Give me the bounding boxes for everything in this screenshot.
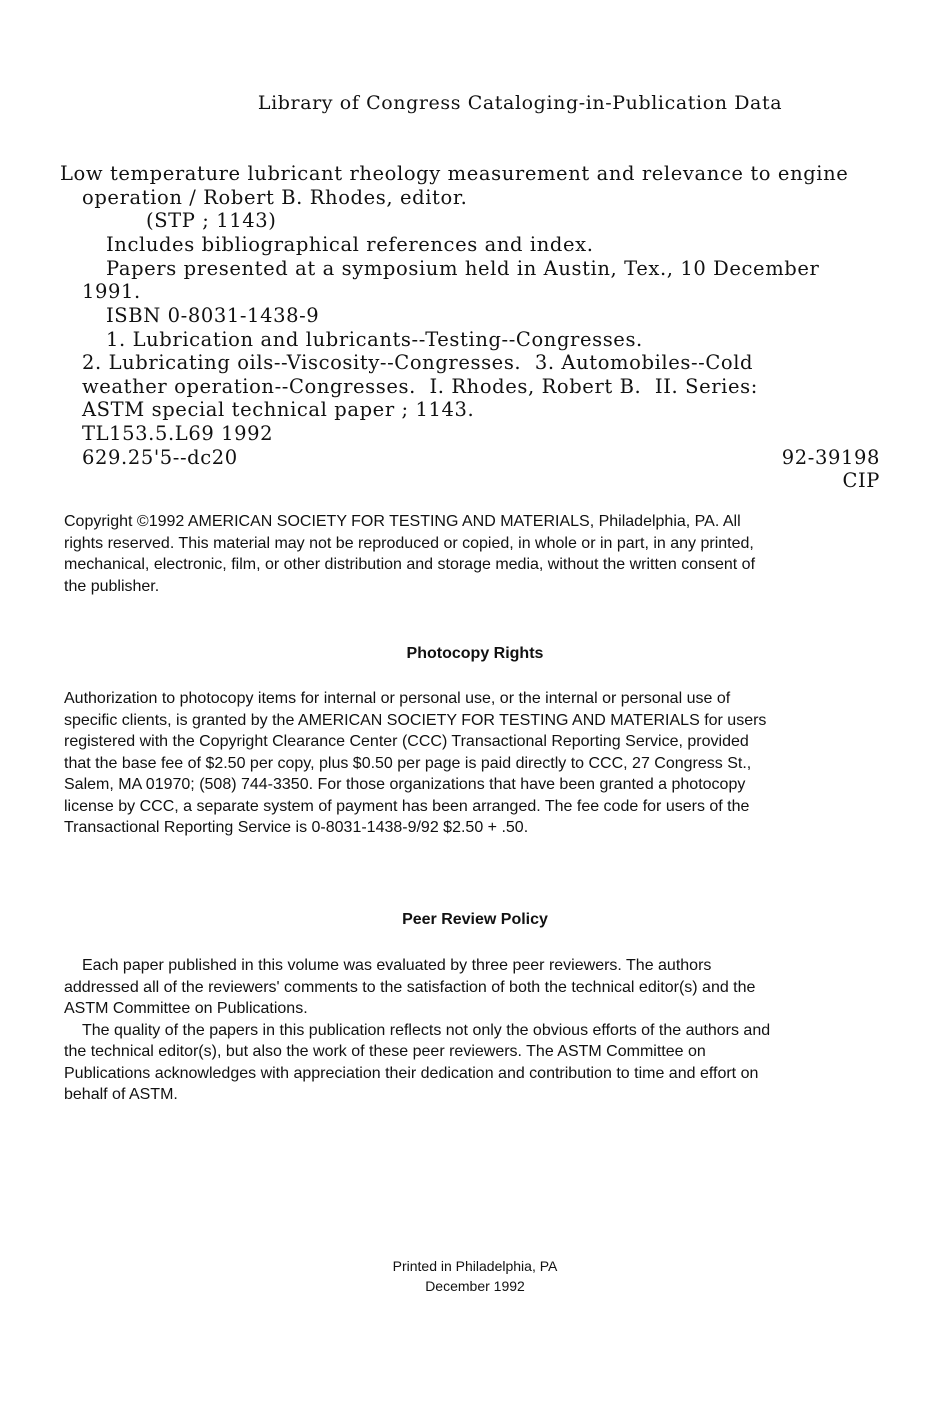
peer-review-line: The quality of the papers in this publication reflects not only the obvious efforts of the authors and <box>82 1021 771 1039</box>
photocopy-line: Salem, MA 01970; (508) 744-3350. For those organizations that have been granted a photocopy <box>64 776 746 793</box>
copyright-line: mechanical, electronic, film, or other distribution and storage media, without the written consent of <box>64 556 756 573</box>
photocopy-line: registered with the Copyright Clearance Center (CCC) Transactional Reporting Service, provided <box>64 733 749 750</box>
cip-line: TL153.5.L69 1992 <box>82 422 274 445</box>
copyright-line: the publisher. <box>64 577 160 595</box>
photocopy-line: Authorization to photocopy items for internal or personal use, or the internal or personal use of <box>64 690 731 707</box>
peer-review-line: the technical editor(s), but also the work of these peer reviewers. The ASTM Committee on <box>64 1043 706 1060</box>
photocopy-line: license by CCC, a separate system of payment has been arranged. The fee code for users of the <box>64 797 750 815</box>
cip-line: (STP ; 1143) <box>146 209 277 232</box>
cip-line: operation / Robert B. Rhodes, editor. <box>82 186 468 209</box>
copyright-line: rights reserved. This material may not be reproduced or copied, in whole or in part, in any printed, <box>64 534 754 552</box>
cip-line: 1991. <box>82 280 141 303</box>
photocopy-heading: Photocopy Rights <box>406 645 544 662</box>
photocopy-line: that the base fee of $2.50 per copy, plus $0.50 per page is paid directly to CCC, 27 Congress St., <box>64 754 752 772</box>
copyright-block <box>64 511 894 597</box>
photocopy-line: Transactional Reporting Service is 0-8031-1438-9/92 $2.50 + .50. <box>64 819 529 836</box>
peer-review-block <box>64 955 894 1106</box>
peer-review-line: Each paper published in this volume was evaluated by three peer reviewers. The authors <box>82 957 712 974</box>
cip-line: weather operation--Congresses. I. Rhodes, Robert B. II. Series: <box>82 375 758 398</box>
peer-review-heading: Peer Review Policy <box>402 911 548 928</box>
photocopy-line: specific clients, is granted by the AMERICAN SOCIETY FOR TESTING AND MATERIALS for users <box>64 711 767 729</box>
cip-label: CIP <box>842 469 880 492</box>
cip-line: Includes bibliographical references and index. <box>106 233 594 256</box>
peer-review-line: Publications acknowledges with appreciation their dedication and contribution to time and effort on <box>64 1064 759 1082</box>
cip-title: Library of Congress Cataloging-in-Publication Data <box>257 92 783 114</box>
cip-line: 1. Lubrication and lubricants--Testing--Congresses. <box>106 328 643 351</box>
peer-review-line: behalf of ASTM. <box>64 1086 178 1103</box>
printed-date: December 1992 <box>425 1278 525 1294</box>
peer-review-line: ASTM Committee on Publications. <box>64 1000 308 1017</box>
photocopy-block <box>64 688 894 839</box>
cip-line: 629.25'5--dc20 <box>82 446 238 469</box>
cip-line: Papers presented at a symposium held in Austin, Tex., 10 December <box>106 257 820 280</box>
cip-line: ISBN 0-8031-1438-9 <box>106 304 320 327</box>
cip-line: 2. Lubricating oils--Viscosity--Congresses. 3. Automobiles--Cold <box>82 351 754 374</box>
cip-line: Low temperature lubricant rheology measurement and relevance to engine <box>60 162 849 185</box>
control-number: 92-39198 <box>781 446 880 469</box>
peer-review-line: addressed all of the reviewers' comments to the satisfaction of both the technical editor(s) and the <box>64 978 756 996</box>
printed-block <box>0 1256 950 1296</box>
printed-location: Printed in Philadelphia, PA <box>392 1258 558 1274</box>
copyright-line: Copyright ©1992 AMERICAN SOCIETY FOR TESTING AND MATERIALS, Philadelphia, PA. All <box>64 513 741 530</box>
cip-line: ASTM special technical paper ; 1143. <box>82 398 475 421</box>
